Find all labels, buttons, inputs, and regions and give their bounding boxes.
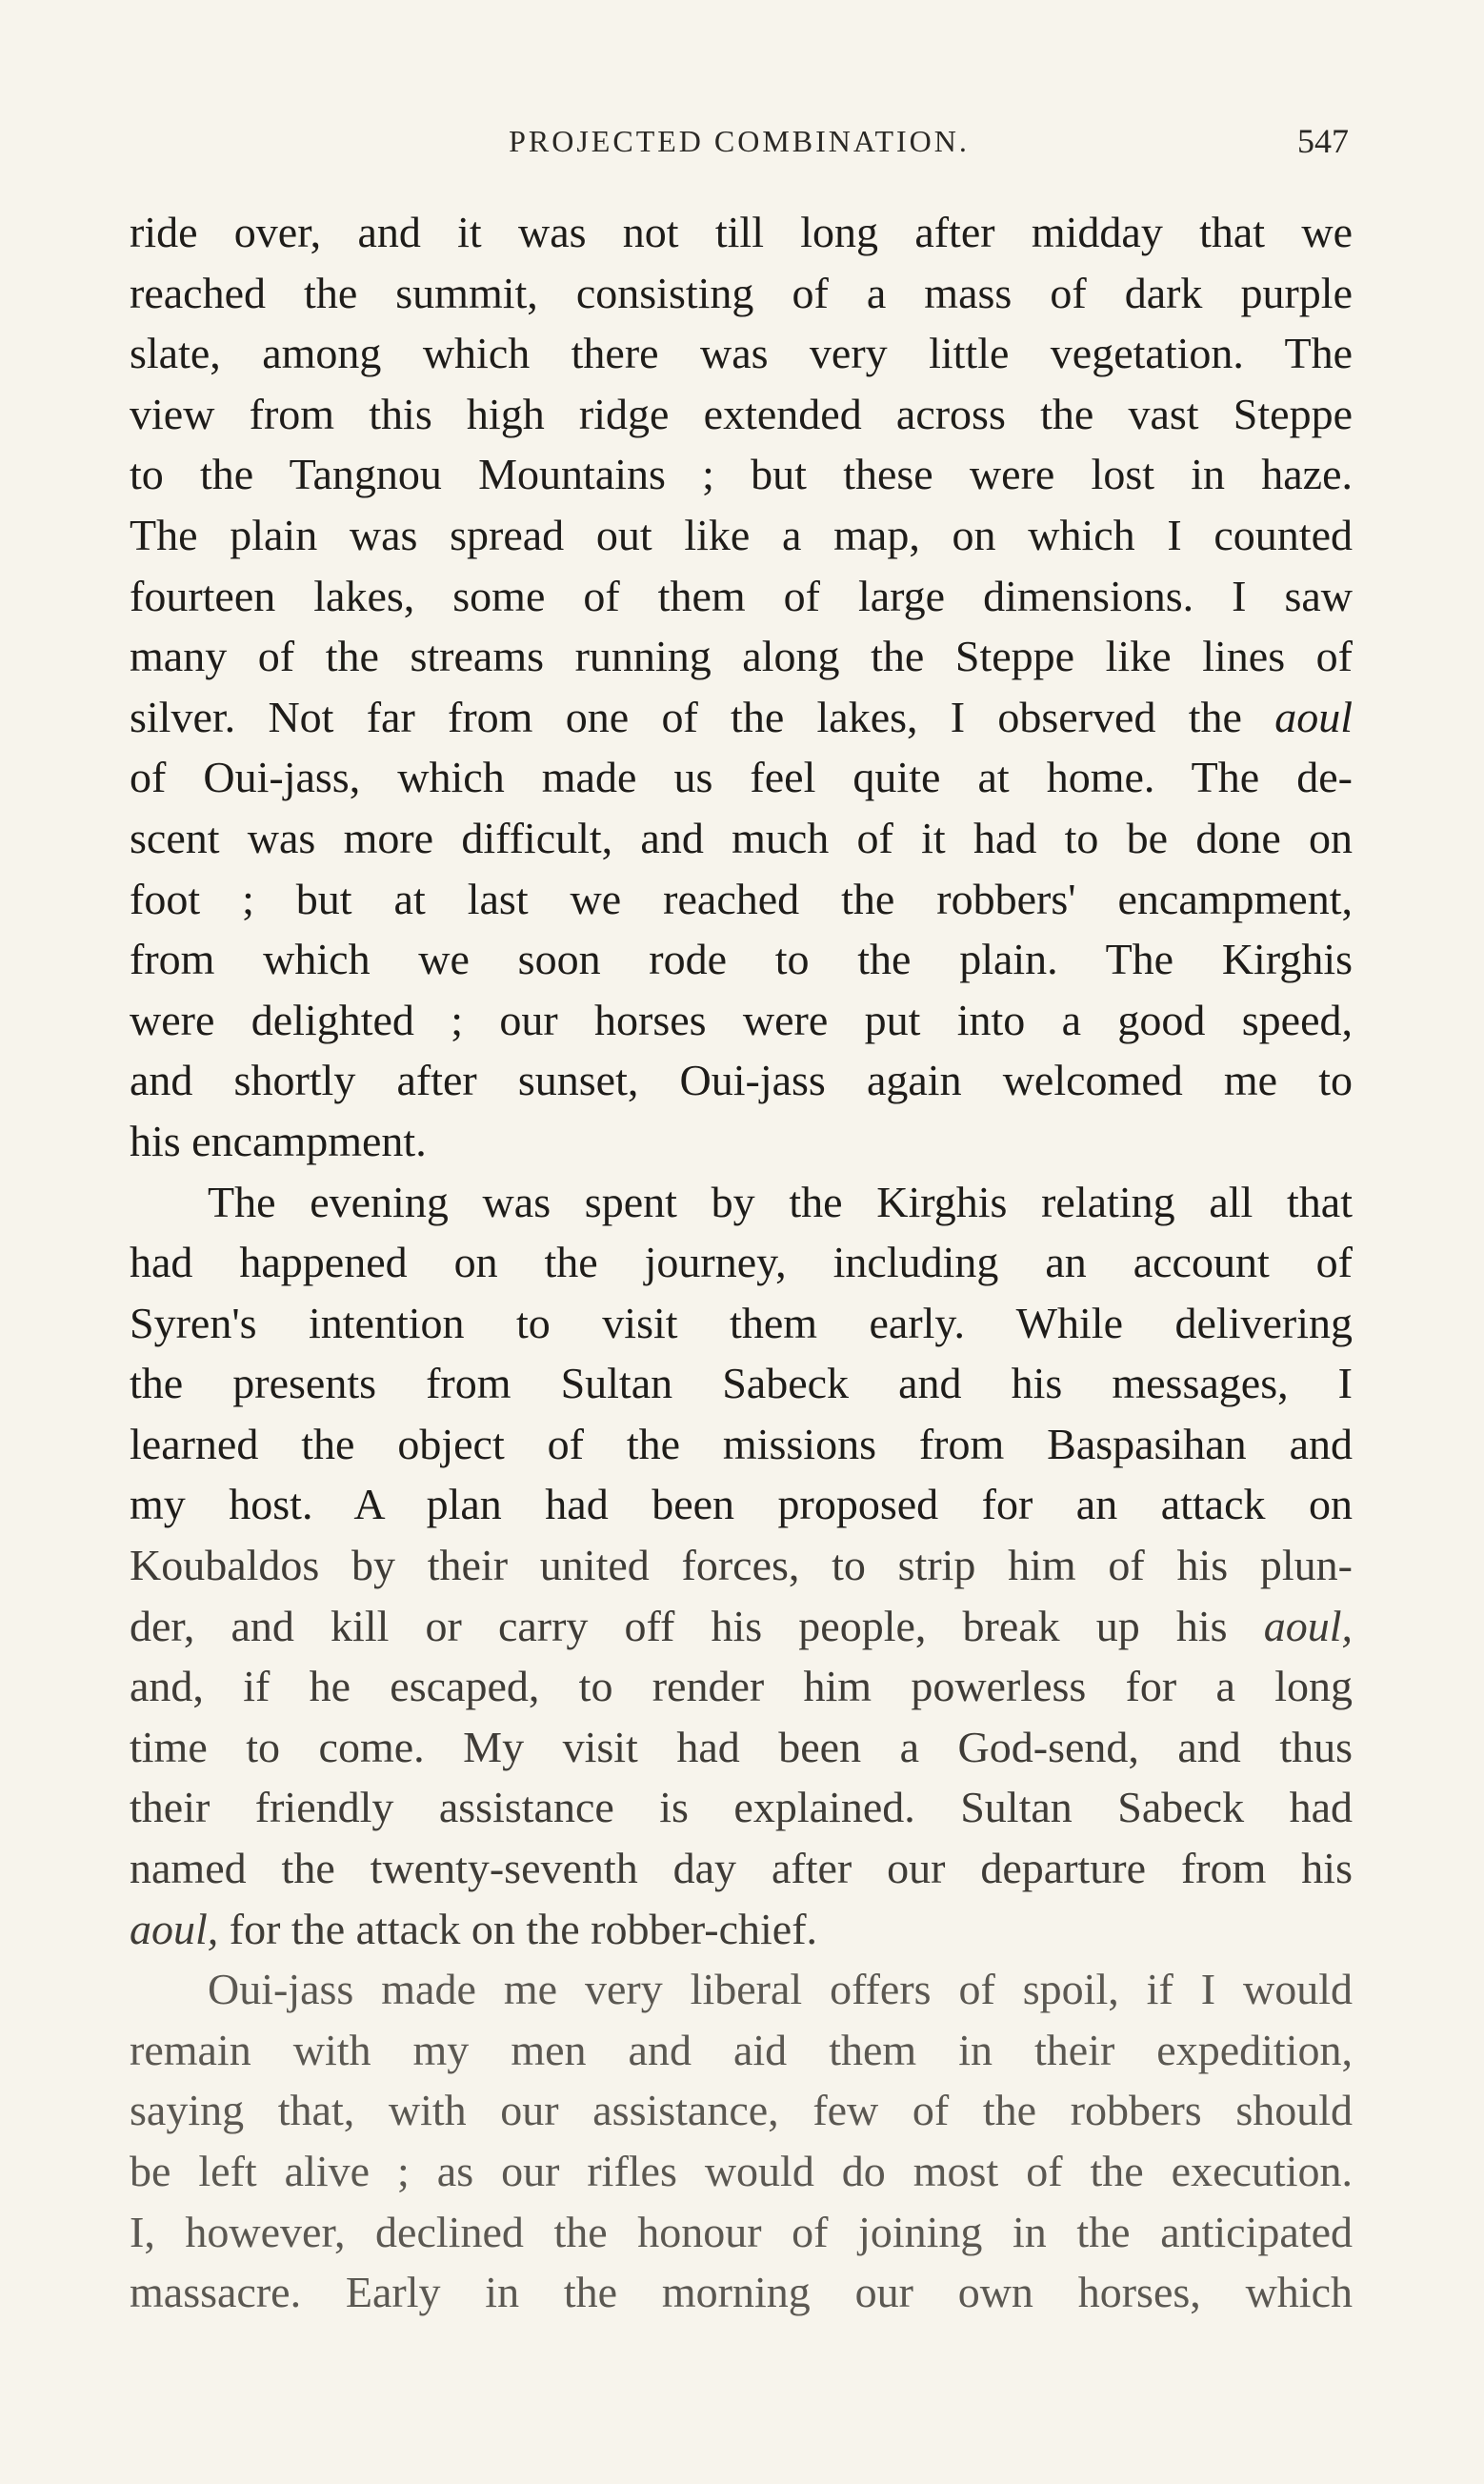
text-line: and, if he escaped, to render him powerless for a long	[130, 1662, 1353, 1711]
text-line: the presents from Sultan Sabeck and his messages, I	[130, 1359, 1353, 1408]
text-line: I, however, declined the honour of joining in the anticipated	[130, 2207, 1353, 2256]
text-line	[130, 1596, 1353, 1657]
text-line: his encampment.	[130, 1116, 427, 1165]
text-line: massacre. Early in the morning our own horses, which	[130, 2268, 1353, 2317]
body-text	[130, 202, 1353, 2323]
text-line: were delighted ; our horses were put into a good speed,	[130, 995, 1353, 1044]
text-line: named the twenty-seventh day after our departure from his	[130, 1844, 1353, 1893]
text-line: time to come. My visit had been a God-send, and thus	[130, 1722, 1353, 1771]
italic-word: aoul	[1274, 692, 1353, 741]
text-run: for the attack on the robber-chief.	[229, 1904, 818, 1953]
text-line: view from this high ridge extended across the vast Steppe	[130, 389, 1353, 438]
text-line: saying that, with our assistance, few of the robbers should	[130, 2086, 1353, 2135]
text-line: learned the object of the missions from Baspasihan and	[130, 1419, 1353, 1468]
text-line	[130, 1899, 1353, 1960]
text-line: ride over, and it was not till long after midday that we	[130, 208, 1353, 256]
page-number: 547	[1297, 122, 1349, 160]
text-run: silver. Not far from one of the lakes, I observed the	[130, 692, 1242, 741]
text-line: remain with my men and aid them in their expedition,	[130, 2025, 1353, 2074]
text-run: der, and kill or carry off his people, break up his	[130, 1601, 1228, 1650]
text-line: reached the summit, consisting of a mass of dark purple	[130, 268, 1353, 317]
text-line: be left alive ; as our rifles would do most of the execution.	[130, 2147, 1353, 2195]
text-line: foot ; but at last we reached the robbers' encampment,	[130, 874, 1353, 923]
text-line: slate, among which there was very little vegetation. The	[130, 329, 1353, 378]
text-line	[130, 687, 1353, 748]
text-line: many of the streams running along the Steppe like lines of	[130, 632, 1353, 681]
text-line: of Oui-jass, which made us feel quite at home. The de-	[130, 753, 1353, 802]
text-line: to the Tangnou Mountains ; but these were lost in haze.	[130, 450, 1353, 499]
text-line: fourteen lakes, some of them of large dimensions. I saw	[130, 571, 1353, 620]
text-line-paragraph-start: The evening was spent by the Kirghis relating all that	[208, 1177, 1353, 1226]
text-line: their friendly assistance is explained. Sultan Sabeck had	[130, 1783, 1353, 1832]
text-line: from which we soon rode to the plain. The Kirghis	[130, 935, 1353, 984]
italic-word: aoul,	[1263, 1601, 1353, 1650]
text-line: The plain was spread out like a map, on which I counted	[130, 510, 1353, 559]
running-title: PROJECTED COMBINATION.	[509, 124, 970, 158]
text-line: scent was more difficult, and much of it had to be done on	[130, 813, 1353, 862]
text-line-paragraph-start: Oui-jass made me very liberal offers of spoil, if I would	[208, 1965, 1353, 2014]
italic-word: aoul,	[130, 1904, 219, 1953]
text-line: and shortly after sunset, Oui-jass again welcomed me to	[130, 1056, 1353, 1105]
text-line: Koubaldos by their united forces, to strip him of his plun-	[130, 1541, 1353, 1590]
text-line: had happened on the journey, including an account of	[130, 1238, 1353, 1287]
text-line: my host. A plan had been proposed for an attack on	[130, 1480, 1353, 1529]
running-head	[130, 122, 1349, 160]
text-line: Syren's intention to visit them early. While delivering	[130, 1298, 1353, 1347]
